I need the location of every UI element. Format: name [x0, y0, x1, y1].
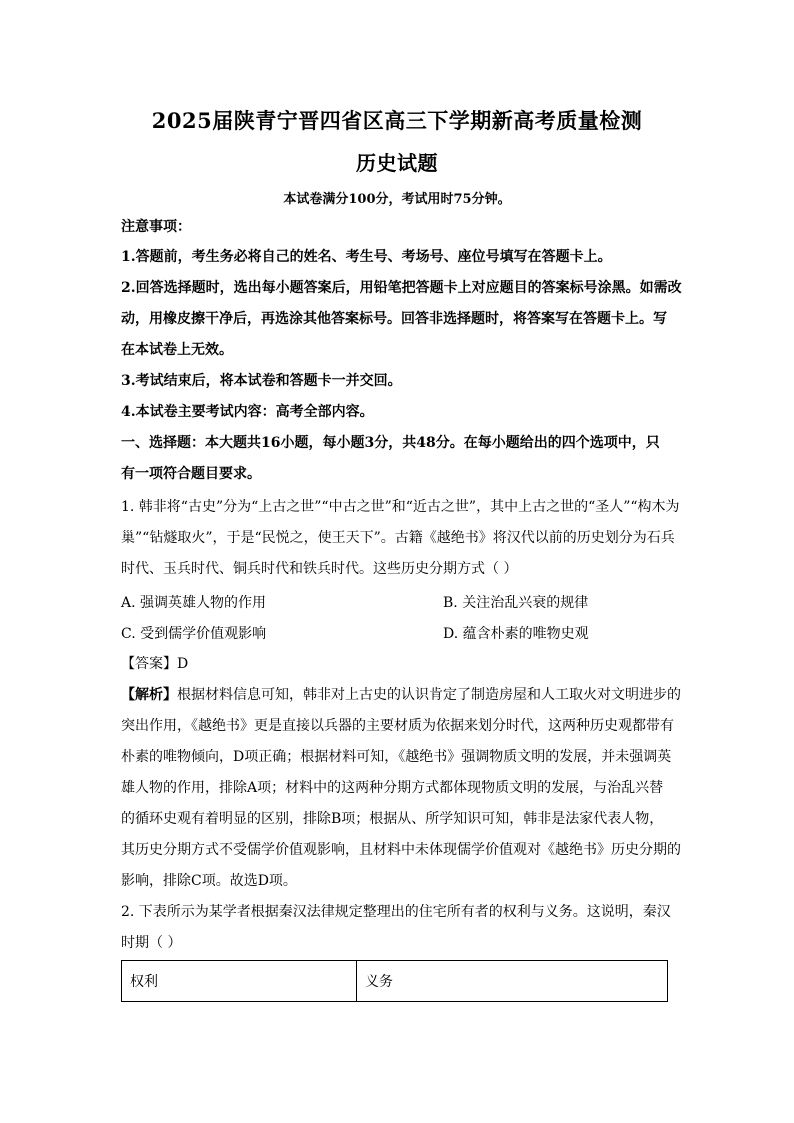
q1-analysis-line3: 朴素的唯物倾向，D项正确；根据材料可知，《越绝书》强调物质文明的发展，并未强调英: [121, 749, 672, 765]
exam-title: 2025届陕青宁晋四省区高三下学期新高考质量检测: [151, 108, 643, 133]
section-heading-line1: 一、选择题：本大题共16小题，每小题3分，共48分。在每小题给出的四个选项中，只: [121, 435, 660, 451]
analysis-label: 【解析】: [121, 687, 177, 703]
note-item-2-line2: 动，用橡皮擦干净后，再选涂其他答案标号。回答非选择题时，将答案写在答题卡上。写: [121, 311, 667, 327]
q2-stem-line2: 时期（ ）: [121, 935, 182, 951]
q1-stem-line1: 1. 韩非将“古史”分为“上古之世”“中古之世”和“近古之世”，其中上古之世的“圣人”“构木为: [121, 499, 680, 515]
q1-analysis-line2: 突出作用，《越绝书》更是直接以兵器的主要材质为依据来划分时代，这两种历史观都带有: [121, 718, 674, 734]
q1-answer: 【答案】D: [121, 656, 189, 672]
q2-table: [121, 960, 668, 1002]
q1-option-b: B. 关注治乱兴衰的规律: [443, 595, 589, 611]
q1-analysis-line1: [121, 685, 681, 705]
exam-info: 本试卷满分100分，考试用时75分钟。: [283, 192, 511, 207]
q1-stem-line2: 巢”“钻燧取火”，于是“民悦之，使王天下”。古籍《越绝书》将汉代以前的历史划分为石兵: [121, 530, 675, 546]
table-header-rights: 权利: [122, 961, 357, 1002]
q1-stem-line3: 时代、玉兵时代、铜兵时代和铁兵时代。这些历史分期方式（ ）: [121, 561, 518, 577]
q1-option-c: C. 受到儒学价值观影响: [121, 626, 267, 642]
q1-option-d: D. 蕴含朴素的唯物史观: [443, 626, 589, 642]
q1-analysis-text1: 根据材料信息可知，韩非对上古史的认识肯定了制造房屋和人工取火对文明进步的: [177, 687, 681, 703]
note-item-3: 3.考试结束后，将本试卷和答题卡一并交回。: [121, 373, 402, 389]
table-row: [122, 961, 668, 1002]
section-heading-line2: 有一项符合题目要求。: [121, 466, 261, 482]
q2-stem-line1: 2. 下表所示为某学者根据秦汉法律规定整理出的住宅所有者的权利与义务。这说明，秦汉: [121, 904, 671, 920]
note-item-4: 4.本试卷主要考试内容：高考全部内容。: [121, 404, 374, 420]
notes-heading: 注意事项：: [121, 219, 191, 235]
note-item-2-line1: 2.回答选择题时，选出每小题答案后，用铅笔把答题卡上对应题目的答案标号涂黑。如需改: [121, 280, 682, 296]
subject-title: 历史试题: [356, 151, 438, 175]
q1-analysis-line5: 的循环史观有着明显的区别，排除B项；根据从、所学知识可知，韩非是法家代表人物，: [121, 811, 664, 827]
note-item-1: 1.答题前，考生务必将自己的姓名、考生号、考场号、座位号填写在答题卡上。: [121, 249, 612, 265]
q1-analysis-line7: 影响，排除C项。故选D项。: [121, 873, 297, 889]
note-item-2-line3: 在本试卷上无效。: [121, 342, 233, 358]
q1-analysis-line6: 其历史分期方式不受儒学价值观影响，且材料中未体现儒学价值观对《越绝书》历史分期的: [121, 842, 681, 858]
q1-analysis-line4: 雄人物的作用，排除A项；材料中的这两种分期方式都体现物质文明的发展，与治乱兴替: [121, 780, 664, 796]
q1-option-a: A. 强调英雄人物的作用: [121, 595, 267, 611]
table-header-duties: 义务: [357, 961, 668, 1002]
